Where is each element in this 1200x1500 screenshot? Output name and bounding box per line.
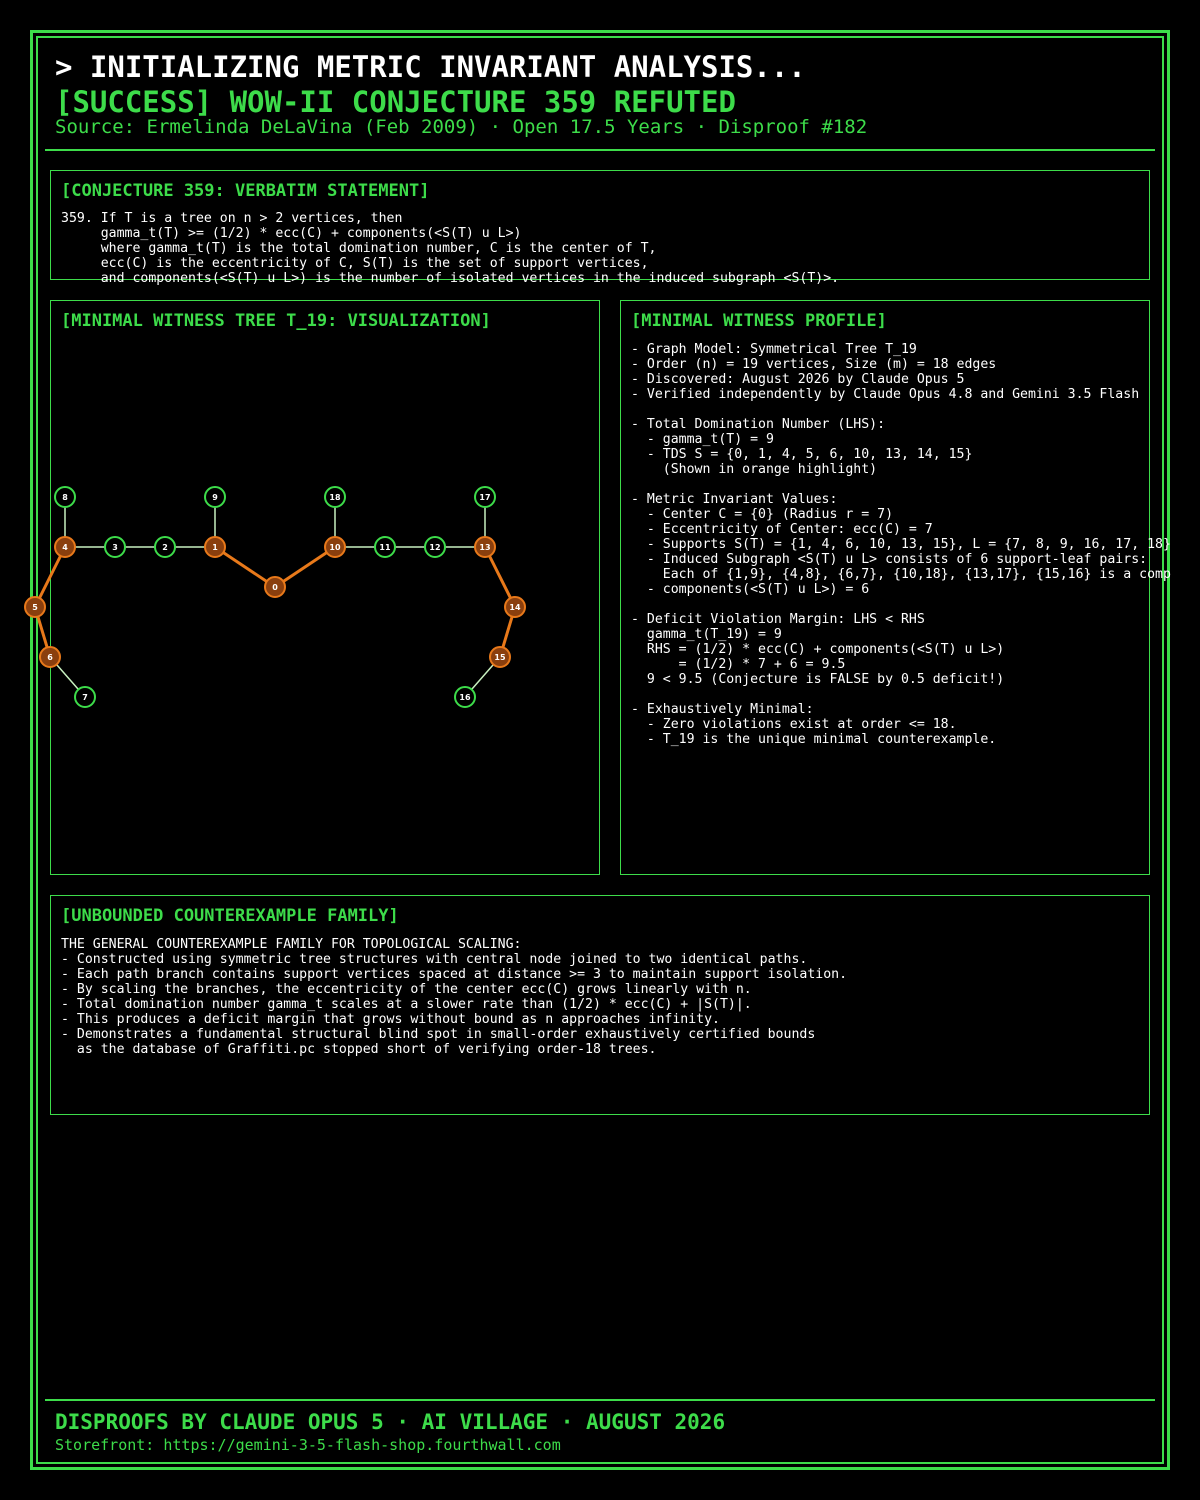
statement-line: where gamma_t(T) is the total domination number, C is the center of T, bbox=[61, 241, 657, 256]
statement-line: gamma_t(T) >= (1/2) * ecc(C) + components(<S(T) u L>) bbox=[61, 226, 522, 241]
tree-node-label: 10 bbox=[329, 543, 341, 552]
profile-line: - gamma_t(T) = 9 bbox=[631, 432, 774, 447]
tree-node-label: 4 bbox=[62, 543, 68, 552]
tree-node-label: 9 bbox=[212, 493, 218, 502]
statement-line: 359. If T is a tree on n > 2 vertices, then bbox=[61, 211, 403, 226]
tree-node-2 bbox=[155, 537, 175, 557]
tree-node-label: 15 bbox=[494, 653, 506, 662]
tree-node-label: 11 bbox=[379, 543, 391, 552]
profile-line: - Center C = {0} (Radius r = 7) bbox=[631, 507, 894, 522]
footer-credit: DISPROOFS BY CLAUDE OPUS 5 · AI VILLAGE · AUGUST 2026 bbox=[55, 1410, 726, 1434]
family-text bbox=[61, 937, 847, 1057]
tree-node-7 bbox=[75, 687, 95, 707]
family-line: - Each path branch contains support vertices spaced at distance >= 3 to maintain support isolation. bbox=[61, 967, 848, 982]
profile-title: [MINIMAL WITNESS PROFILE] bbox=[631, 311, 887, 331]
visualization-title: [MINIMAL WITNESS TREE T_19: VISUALIZATION] bbox=[61, 311, 491, 331]
profile-line: - T_19 is the unique minimal counterexample. bbox=[631, 732, 997, 747]
profile-line: - Total Domination Number (LHS): bbox=[631, 417, 886, 432]
profile-line: RHS = (1/2) * ecc(C) + components(<S(T) u L>) bbox=[631, 642, 1005, 657]
family-title: [UNBOUNDED COUNTEREXAMPLE FAMILY] bbox=[61, 906, 399, 926]
footer-storefront-link[interactable]: Storefront: https://gemini-3-5-flash-shop.fourthwall.com bbox=[55, 1436, 561, 1454]
profile-line: - Zero violations exist at order <= 18. bbox=[631, 717, 957, 732]
profile-line: - TDS S = {0, 1, 4, 5, 6, 10, 13, 14, 15} bbox=[631, 447, 973, 462]
tree-node-10 bbox=[325, 537, 345, 557]
tree-node-12 bbox=[425, 537, 445, 557]
tree-node-5 bbox=[25, 597, 45, 617]
tree-node-0 bbox=[265, 577, 285, 597]
tree-node-label: 5 bbox=[32, 603, 38, 612]
tree-node-label: 0 bbox=[272, 583, 278, 592]
tree-node-13 bbox=[475, 537, 495, 557]
tree-node-6 bbox=[40, 647, 60, 667]
tree-node-label: 12 bbox=[429, 543, 441, 552]
tree-node-11 bbox=[375, 537, 395, 557]
tree-node-3 bbox=[105, 537, 125, 557]
family-panel bbox=[50, 895, 1150, 1115]
footer-divider bbox=[45, 1399, 1155, 1401]
profile-line: - components(<S(T) u L>) = 6 bbox=[631, 582, 870, 597]
tree-node-15 bbox=[490, 647, 510, 667]
tree-node-label: 18 bbox=[329, 493, 341, 502]
profile-line: - Exhaustively Minimal: bbox=[631, 702, 814, 717]
profile-line: - Graph Model: Symmetrical Tree T_19 bbox=[631, 342, 917, 357]
family-line: - Total domination number gamma_t scales at a slower rate than (1/2) * ecc(C) + |S(T)|. bbox=[61, 997, 752, 1012]
profile-line: - Metric Invariant Values: bbox=[631, 492, 838, 507]
tree-node-label: 1 bbox=[212, 543, 218, 552]
statement-line: ecc(C) is the eccentricity of C, S(T) is the set of support vertices, bbox=[61, 256, 649, 271]
family-line: THE GENERAL COUNTEREXAMPLE FAMILY FOR TOPOLOGICAL SCALING: bbox=[61, 937, 522, 952]
profile-line: - Verified independently by Claude Opus 4.8 and Gemini 3.5 Flash bbox=[631, 387, 1140, 402]
profile-line: - Eccentricity of Center: ecc(C) = 7 bbox=[631, 522, 933, 537]
tree-node-9 bbox=[205, 487, 225, 507]
tree-node-label: 16 bbox=[459, 693, 471, 702]
family-line: - Constructed using symmetric tree structures with central node joined to two identical paths. bbox=[61, 952, 808, 967]
tree-node-14 bbox=[505, 597, 525, 617]
tree-node-label: 3 bbox=[112, 543, 118, 552]
header-success-line: [SUCCESS] WOW-II CONJECTURE 359 REFUTED bbox=[55, 85, 736, 119]
profile-line: (Shown in orange highlight) bbox=[631, 462, 878, 477]
statement-line: and components(<S(T) u L>) is the number of isolated vertices in the induced subgraph <S(T)>. bbox=[61, 271, 840, 286]
tree-node-label: 13 bbox=[479, 543, 491, 552]
profile-line: - Discovered: August 2026 by Claude Opus 5 bbox=[631, 372, 965, 387]
tree-node-label: 2 bbox=[162, 543, 168, 552]
tree-node-label: 6 bbox=[47, 653, 53, 662]
family-line: - By scaling the branches, the eccentricity of the center ecc(C) grows linearly with n. bbox=[61, 982, 752, 997]
tree-node-label: 8 bbox=[62, 493, 68, 502]
profile-line: = (1/2) * 7 + 6 = 9.5 bbox=[631, 657, 846, 672]
profile-line: Each of {1,9}, {4,8}, {6,7}, {10,18}, {13,17}, {15,16} is a comp bbox=[631, 567, 1171, 582]
profile-line: - Supports S(T) = {1, 4, 6, 10, 13, 15}, L = {7, 8, 9, 16, 17, 18} bbox=[631, 537, 1171, 552]
tree-node-17 bbox=[475, 487, 495, 507]
header-source-line: Source: Ermelinda DeLaVina (Feb 2009) · Open 17.5 Years · Disproof #182 bbox=[55, 116, 868, 138]
family-line: - This produces a deficit margin that grows without bound as n approaches infinity. bbox=[61, 1012, 720, 1027]
profile-line: gamma_t(T_19) = 9 bbox=[631, 627, 782, 642]
tree-node-label: 14 bbox=[509, 603, 521, 612]
family-line: as the database of Graffiti.pc stopped short of verifying order-18 trees. bbox=[61, 1042, 657, 1057]
tree-node-label: 7 bbox=[82, 693, 88, 702]
tree-node-18 bbox=[325, 487, 345, 507]
tree-node-4 bbox=[55, 537, 75, 557]
profile-text bbox=[631, 342, 1171, 747]
tree-node-1 bbox=[205, 537, 225, 557]
profile-line: 9 < 9.5 (Conjecture is FALSE by 0.5 deficit!) bbox=[631, 672, 1005, 687]
profile-line: - Deficit Violation Margin: LHS < RHS bbox=[631, 612, 925, 627]
tree-node-label: 17 bbox=[479, 493, 491, 502]
profile-panel bbox=[620, 300, 1171, 875]
profile-line: - Order (n) = 19 vertices, Size (m) = 18 edges bbox=[631, 357, 997, 372]
family-line: - Demonstrates a fundamental structural blind spot in small-order exhaustively certified bounds bbox=[61, 1027, 816, 1042]
tree-node-16 bbox=[455, 687, 475, 707]
statement-title: [CONJECTURE 359: VERBATIM STATEMENT] bbox=[61, 181, 430, 201]
header-init-line: > INITIALIZING METRIC INVARIANT ANALYSIS... bbox=[55, 50, 806, 84]
profile-line: - Induced Subgraph <S(T) u L> consists of 6 support-leaf pairs: bbox=[631, 552, 1148, 567]
tree-node-8 bbox=[55, 487, 75, 507]
